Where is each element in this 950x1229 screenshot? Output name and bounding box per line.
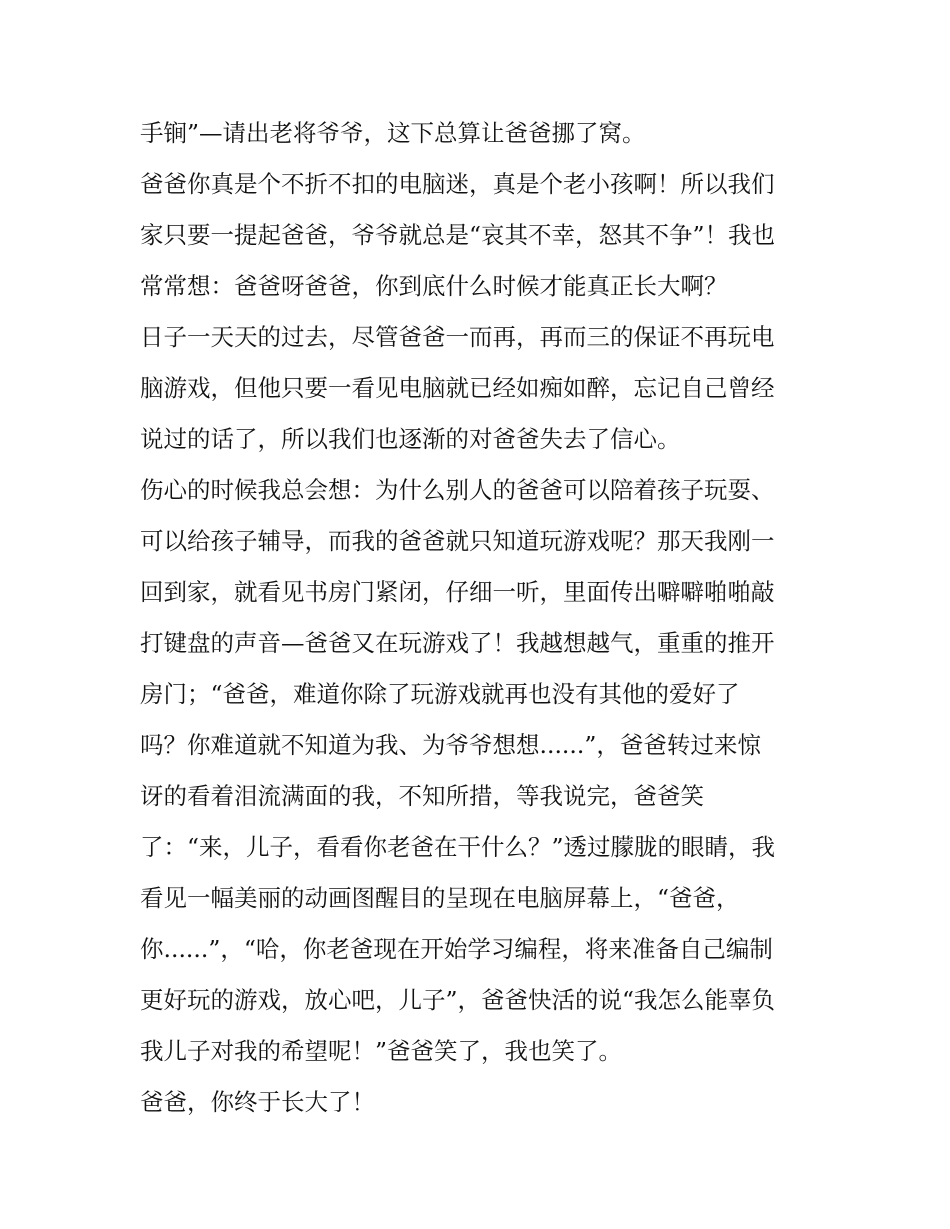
text-line: 脑游戏，但他只要一看见电脑就已经如痴如醉，忘记自己曾经 — [140, 374, 775, 402]
text-line: 家只要一提起爸爸，爷爷就总是“哀其不幸，怒其不争”！我也 — [140, 221, 776, 249]
text-line: 爸爸，你终于长大了！ — [140, 1088, 375, 1116]
text-line: 房门；“爸爸，难道你除了玩游戏就再也没有其他的爱好了 — [140, 680, 740, 708]
text-line: 回到家，就看见书房门紧闭，仔细一听，里面传出噼噼啪啪敲 — [140, 578, 775, 606]
text-line: 可以给孩子辅导，而我的爸爸就只知道玩游戏呢？那天我刚一 — [140, 527, 775, 555]
text-line: 常常想：爸爸呀爸爸，你到底什么时候才能真正长大啊？ — [140, 272, 728, 300]
text-line: 讶的看着泪流满面的我，不知所措，等我说完，爸爸笑 — [140, 782, 704, 810]
text-line: 说过的话了，所以我们也逐渐的对爸爸失去了信心。 — [140, 425, 681, 453]
text-line: 吗？你难道就不知道为我、为爷爷想想......”，爸爸转过来惊 — [140, 731, 761, 759]
text-line: 看见一幅美丽的动画图醒目的呈现在电脑屏幕上，“爸爸， — [140, 884, 740, 912]
text-line: 伤心的时候我总会想：为什么别人的爸爸可以陪着孩子玩耍、 — [140, 476, 775, 504]
text-line: 了：“来，儿子，看看你老爸在干什么？”透过朦胧的眼睛，我 — [140, 833, 776, 861]
essay-text — [140, 108, 830, 1128]
text-line: 手锏”—请出老将爷爷，这下总算让爸爸挪了窝。 — [140, 119, 646, 147]
text-line: 爸爸你真是个不折不扣的电脑迷，真是个老小孩啊！所以我们 — [140, 170, 775, 198]
text-line: 日子一天天的过去，尽管爸爸一而再，再而三的保证不再玩电 — [140, 323, 775, 351]
text-line: 打键盘的声音—爸爸又在玩游戏了！我越想越气，重重的推开 — [140, 629, 775, 657]
text-line: 我儿子对我的希望呢！”爸爸笑了，我也笑了。 — [140, 1037, 623, 1065]
text-line: 你......”，“哈，你老爸现在开始学习编程，将来准备自己编制 — [140, 935, 773, 963]
text-line: 更好玩的游戏，放心吧，儿子”，爸爸快活的说“我怎么能辜负 — [140, 986, 776, 1014]
